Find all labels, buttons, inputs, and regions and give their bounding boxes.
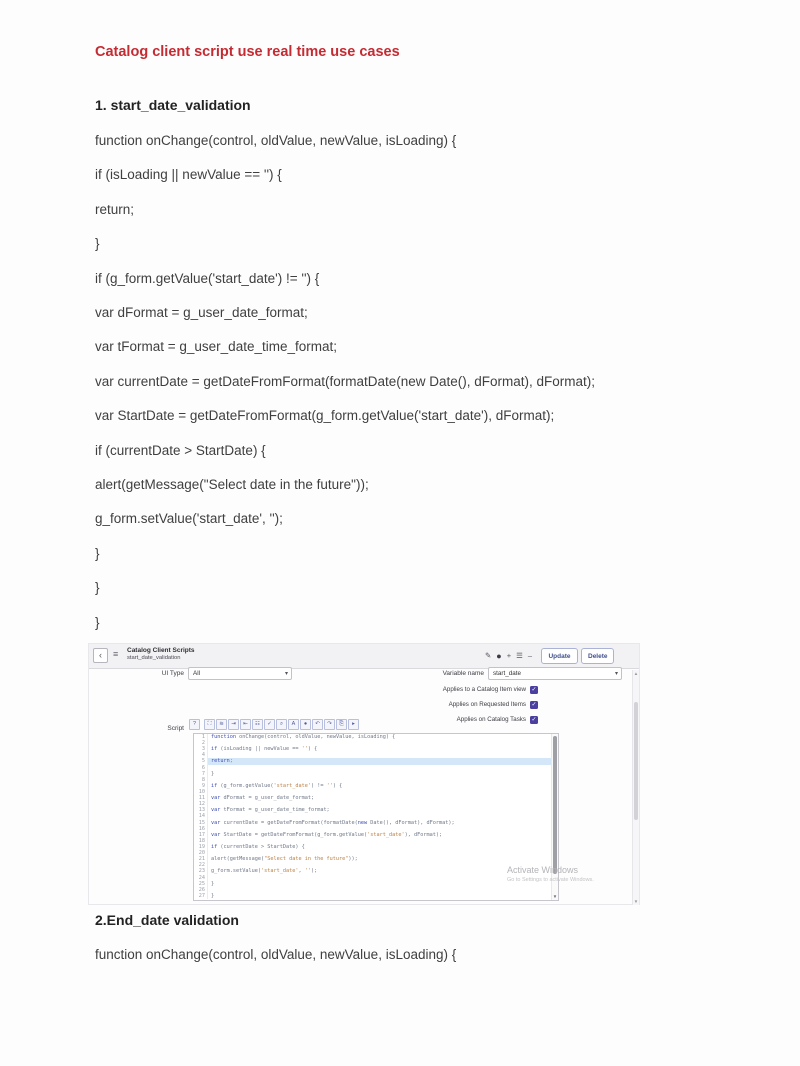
code-line: } <box>95 545 100 561</box>
code-text: var dFormat = g_user_date_format; <box>211 795 315 802</box>
format-code-icon[interactable]: ≋ <box>216 719 227 730</box>
code-line: var StartDate = getDateFromFormat(g_form.getValue('start_date'), dFormat); <box>95 408 555 424</box>
checkbox[interactable]: ✓ <box>531 686 537 693</box>
save-icon[interactable]: ⎘ <box>336 719 347 730</box>
header-icon-row <box>485 648 532 664</box>
code-text: if (g_form.getValue('start_date') != '') { <box>211 782 343 789</box>
code-line: var dFormat = g_user_date_format; <box>95 305 308 321</box>
line-number: 14 <box>194 813 208 819</box>
line-number: 20 <box>194 850 208 856</box>
line-number: 11 <box>194 795 208 801</box>
page-scrollbar[interactable] <box>632 670 639 905</box>
page-scrollbar-thumb[interactable] <box>634 702 638 820</box>
editor-help-icon[interactable]: ? <box>189 719 200 730</box>
back-button[interactable] <box>93 648 108 663</box>
editor-scrollbar-thumb[interactable] <box>553 736 557 874</box>
line-number: 15 <box>194 820 208 826</box>
line-number: 27 <box>194 893 208 899</box>
code-line: function onChange(control, oldValue, newValue, isLoading) { <box>95 947 457 962</box>
variable-name-select[interactable] <box>488 667 622 680</box>
checkbox-row <box>89 682 538 697</box>
ui-type-value: All <box>193 670 200 677</box>
line-number: 3 <box>194 746 208 752</box>
delete-button[interactable]: Delete <box>581 648 614 664</box>
line-number: 17 <box>194 832 208 838</box>
code-text: } <box>211 892 215 899</box>
record-title <box>127 647 195 662</box>
context-menu-icon[interactable]: ≡ <box>113 649 119 659</box>
line-number: 6 <box>194 765 208 771</box>
code-text: if (isLoading || newValue == '') { <box>211 746 318 753</box>
script-code-editor[interactable] <box>193 733 559 901</box>
chevron-down-icon: ▾ <box>284 671 288 677</box>
line-number: 9 <box>194 783 208 789</box>
line-number: 23 <box>194 868 208 874</box>
code-text: if (currentDate > StartDate) { <box>211 843 305 850</box>
section1-code-block <box>95 124 715 640</box>
scroll-down-icon[interactable]: ▼ <box>633 899 639 904</box>
script-field-label: Script <box>167 725 184 732</box>
line-number: 13 <box>194 807 208 813</box>
variable-name-value: start_date <box>493 670 522 677</box>
record-macro-icon[interactable]: ● <box>300 719 311 730</box>
editor-scrollbar[interactable] <box>551 734 558 900</box>
line-number: 10 <box>194 789 208 795</box>
code-text: } <box>211 880 215 887</box>
code-line: function onChange(control, oldValue, newValue, isLoading) { <box>95 133 457 148</box>
code-line: var currentDate = getDateFromFormat(formatDate(new Date(), dFormat), dFormat); <box>95 373 596 389</box>
line-number: 19 <box>194 844 208 850</box>
comment-icon[interactable]: ☷ <box>252 719 263 730</box>
syntax-check-icon[interactable]: ✓ <box>264 719 275 730</box>
code-line: g_form.setValue('start_date', ''); <box>95 511 283 527</box>
line-number: 21 <box>194 856 208 862</box>
code-line: } <box>95 580 100 596</box>
code-text: g_form.setValue('start_date', ''); <box>211 868 318 875</box>
code-text: } <box>211 770 215 777</box>
collapse-icon[interactable]: – <box>527 651 533 660</box>
line-number: 8 <box>194 777 208 783</box>
update-button[interactable]: Update <box>541 648 578 664</box>
edit-icon[interactable]: ✎ <box>485 651 492 660</box>
line-number: 22 <box>194 862 208 868</box>
ui-type-select[interactable] <box>188 667 292 680</box>
document-title: Catalog client script use real time use cases <box>95 44 400 60</box>
indent-icon[interactable]: ⇥ <box>228 719 239 730</box>
line-number: 24 <box>194 875 208 881</box>
code-text: function onChange(control, oldValue, newValue, isLoading) { <box>211 734 396 740</box>
code-text: var currentDate = getDateFromFormat(formatDate(new Date(), dFormat), dFormat); <box>211 819 455 826</box>
add-icon[interactable]: + <box>506 651 512 660</box>
embedded-screenshot <box>88 643 640 905</box>
code-text: alert(getMessage("Select date in the future")); <box>211 856 358 863</box>
find-icon[interactable]: ⌕ <box>276 719 287 730</box>
checkbox-label: Applies on Catalog Tasks <box>456 716 526 723</box>
checkbox[interactable]: ✓ <box>531 716 537 723</box>
record-header <box>89 644 639 669</box>
line-number: 26 <box>194 887 208 893</box>
line-number: 18 <box>194 838 208 844</box>
fullscreen-icon[interactable]: ⛶ <box>204 719 215 730</box>
outdent-icon[interactable]: ⇤ <box>240 719 251 730</box>
code-line: } <box>95 614 100 630</box>
record-type-label: Catalog Client Scripts <box>127 647 195 654</box>
line-number: 5 <box>194 758 208 764</box>
list-icon[interactable]: ☰ <box>516 651 523 660</box>
preview-icon[interactable]: ▸ <box>348 719 359 730</box>
section2-heading: 2.End_date validation <box>95 912 239 928</box>
watermark-line1: Activate Windows <box>507 865 579 875</box>
code-line: return; <box>95 201 135 217</box>
checkbox-label: Applies to a Catalog Item view <box>442 686 526 693</box>
line-number: 2 <box>194 740 208 746</box>
ui-type-label: UI Type <box>161 670 184 677</box>
line-number: 4 <box>194 752 208 758</box>
code-line: if (g_form.getValue('start_date') != '') { <box>95 270 320 286</box>
checkbox[interactable]: ✓ <box>531 701 537 708</box>
code-text: return; <box>208 758 558 764</box>
back-icon: ‹ <box>99 650 102 660</box>
attachment-count-icon[interactable]: ● <box>496 651 502 661</box>
checkbox-label: Applies on Requested Items <box>448 701 526 708</box>
scroll-down-icon[interactable]: ▼ <box>552 894 558 899</box>
watermark-line2: Go to Settings to activate Windows. <box>507 877 594 883</box>
script-editor-toolbar <box>189 719 359 730</box>
replace-icon[interactable]: A <box>288 719 299 730</box>
editor-line[interactable] <box>194 893 558 899</box>
line-number: 1 <box>194 734 208 740</box>
code-line: alert(getMessage("Select date in the future")); <box>95 477 369 493</box>
variable-name-label: Variable name <box>442 670 484 677</box>
undo-icon[interactable]: ↶ <box>312 719 323 730</box>
record-name: start_date_validation <box>127 655 181 661</box>
scroll-up-icon[interactable]: ▲ <box>633 671 639 676</box>
line-number: 7 <box>194 771 208 777</box>
code-line: if (currentDate > StartDate) { <box>95 442 266 458</box>
code-line: var tFormat = g_user_date_time_format; <box>95 339 337 355</box>
code-text: var StartDate = getDateFromFormat(g_form.getValue('start_date'), dFormat); <box>211 831 443 838</box>
line-number: 12 <box>194 801 208 807</box>
code-line: if (isLoading || newValue == '') { <box>95 167 282 183</box>
redo-icon[interactable]: ↷ <box>324 719 335 730</box>
section1-heading: 1. start_date_validation <box>95 97 251 113</box>
line-number: 25 <box>194 881 208 887</box>
chevron-down-icon: ▾ <box>614 671 618 677</box>
code-line: } <box>95 236 100 252</box>
line-number: 16 <box>194 826 208 832</box>
code-text: var tFormat = g_user_date_time_format; <box>211 807 330 814</box>
checkbox-row <box>89 697 538 712</box>
